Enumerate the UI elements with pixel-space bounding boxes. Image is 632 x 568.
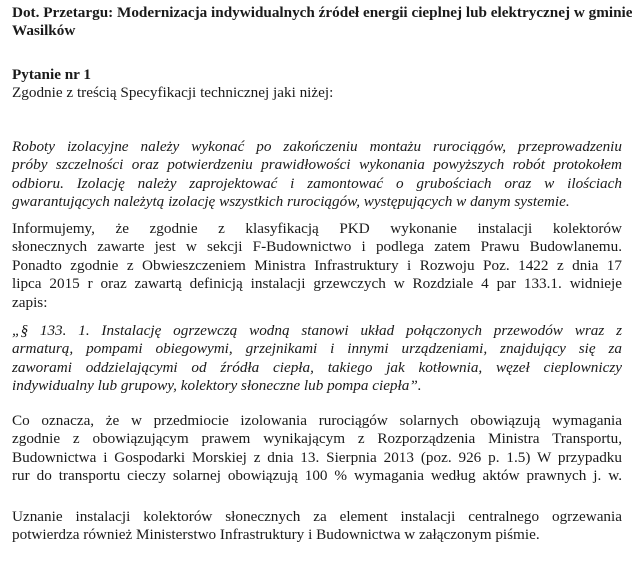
regulation-quote-line: zaworami oddzielającymi od źródła ciepła, takiego jak kotłownia, węzeł cieplowniczy (12, 358, 622, 376)
question-intro: Zgodnie z treścią Specyfikacji technicznej jaki niżej: (12, 84, 334, 102)
tender-title-line-2: Wasilków (12, 22, 76, 40)
recognition-paragraph (12, 508, 622, 545)
info-paragraph (12, 220, 622, 312)
tender-title-line-1: Dot. Przetargu: Modernizacja indywidualnych źródeł energii cieplnej lub elektrycznej w gminie (12, 4, 632, 21)
spec-quote (12, 138, 622, 212)
meaning-line: Budownictwa i Gospodarki Morskiej z dnia 13. Sierpnia 2013 (poz. 926 p. 1.5) W przypadku (12, 448, 622, 466)
regulation-quote (12, 322, 622, 396)
info-line: lipca 2015 r oraz zawartą definicją instalacji grzewczych w Rozdziale 4 par 133.1. widnieje (12, 275, 622, 293)
question-section (12, 66, 622, 103)
meaning-line: zgodnie z obowiązującym prawem wynikającym z Rozporządzenia Ministra Transportu, (12, 430, 622, 448)
recognition-line: Uznanie instalacji kolektorów słonecznych za element instalacji centralnego ogrzewania (12, 508, 622, 525)
meaning-line: rur do transportu cieczy solarnej obowiązują 100 % wymagania według aktów prawnych j. w. (12, 467, 622, 485)
regulation-quote-line: „§ 133. 1. Instalację ogrzewczą wodną stanowi układ połączonych przewodów wraz z (12, 322, 622, 339)
tender-title (12, 4, 632, 41)
info-line: Ponadto zgodnie z Obwieszczeniem Ministra Infrastruktury i Rozwoju Poz. 1422 z dnia 17 (12, 256, 622, 274)
meaning-paragraph (12, 412, 622, 486)
meaning-line: Co oznacza, że w przedmiocie izolowania rurociągów solarnych obowiązują wymagania (12, 412, 622, 429)
info-line: Informujemy, że zgodnie z klasyfikacją PKD wykonanie instalacji kolektorów (12, 220, 622, 237)
regulation-quote-line: indywidualny lub grupowy, kolektory słoneczne lub pompa ciepła”. (12, 377, 422, 395)
spec-quote-line: Roboty izolacyjne należy wykonać po zakończeniu montażu rurociągów, przeprowadzeniu (12, 138, 622, 155)
question-title: Pytanie nr 1 (12, 66, 92, 83)
info-line: zapis: (12, 293, 48, 311)
info-line: słonecznych zawarte jest w sekcji F-Budownictwo i podlega zatem Prawu Budowlanemu. (12, 238, 622, 256)
regulation-quote-line: armaturą, pompami obiegowymi, grzejnikami i innymi urządzeniami, znajdujący się za (12, 340, 622, 358)
spec-quote-line: próby szczelności oraz potwierdzeniu prawidłowości wykonania powyższych robót protokołem (12, 156, 622, 174)
spec-quote-line: odbioru. Izolację należy zaprojektować i zamontować o grubościach oraz w ilościach (12, 174, 622, 192)
spec-quote-line: gwarantujących należytą izolację wszystkich rurociągów, występujących w danym systemie. (12, 193, 570, 211)
recognition-line: potwierdza również Ministerstwo Infrastruktury i Budownictwa w załączonym piśmie. (12, 526, 540, 544)
